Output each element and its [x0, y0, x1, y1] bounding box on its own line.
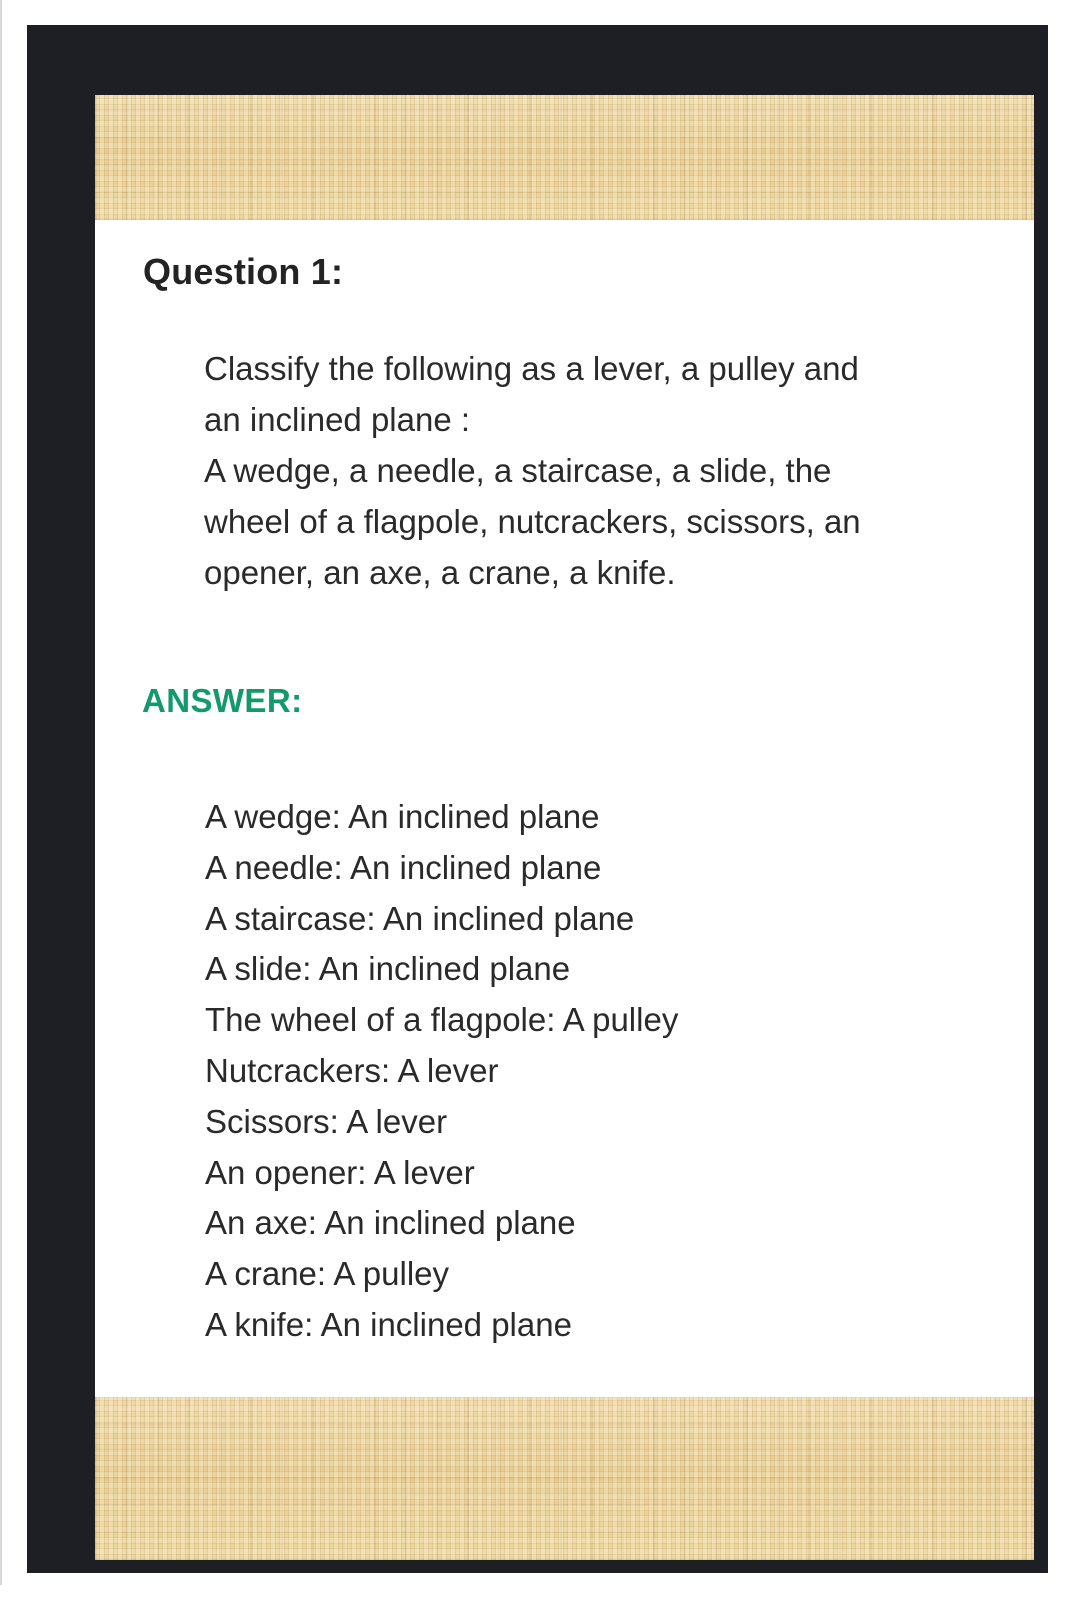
question-body-line: an inclined plane :	[204, 401, 471, 438]
papyrus-texture-band-bottom	[95, 1397, 1034, 1560]
answer-list-item: The wheel of a flagpole: A pulley	[205, 1001, 679, 1039]
answer-list-item: A needle: An inclined plane	[205, 848, 602, 886]
answer-list-item: A knife: An inclined plane	[205, 1305, 572, 1343]
answer-list	[205, 792, 1005, 1351]
question-body-line: wheel of a flagpole, nutcrackers, scissors, an	[204, 503, 861, 540]
question-body-line: Classify the following as a lever, a pulley and	[204, 350, 859, 387]
question-heading: Question 1:	[143, 251, 344, 292]
answer-list-item: A crane: A pulley	[205, 1255, 450, 1293]
question-body	[204, 343, 994, 598]
answer-list-item: An axe: An inclined plane	[205, 1204, 576, 1242]
document-frame	[27, 25, 1048, 1573]
answer-heading: ANSWER:	[142, 682, 303, 719]
answer-list-item: An opener: A lever	[205, 1153, 475, 1191]
papyrus-texture-band-top	[95, 95, 1034, 220]
answer-list-item: A staircase: An inclined plane	[205, 899, 635, 937]
page-edge-rule	[0, 0, 2, 1585]
scanned-page	[95, 95, 1034, 1560]
answer-list-item: A wedge: An inclined plane	[205, 798, 600, 835]
question-body-line: A wedge, a needle, a staircase, a slide, the	[204, 452, 832, 489]
question-body-line: opener, an axe, a crane, a knife.	[204, 554, 676, 591]
answer-list-item: Nutcrackers: A lever	[205, 1051, 499, 1089]
answer-list-item: A slide: An inclined plane	[205, 950, 571, 988]
answer-list-item: Scissors: A lever	[205, 1102, 448, 1140]
